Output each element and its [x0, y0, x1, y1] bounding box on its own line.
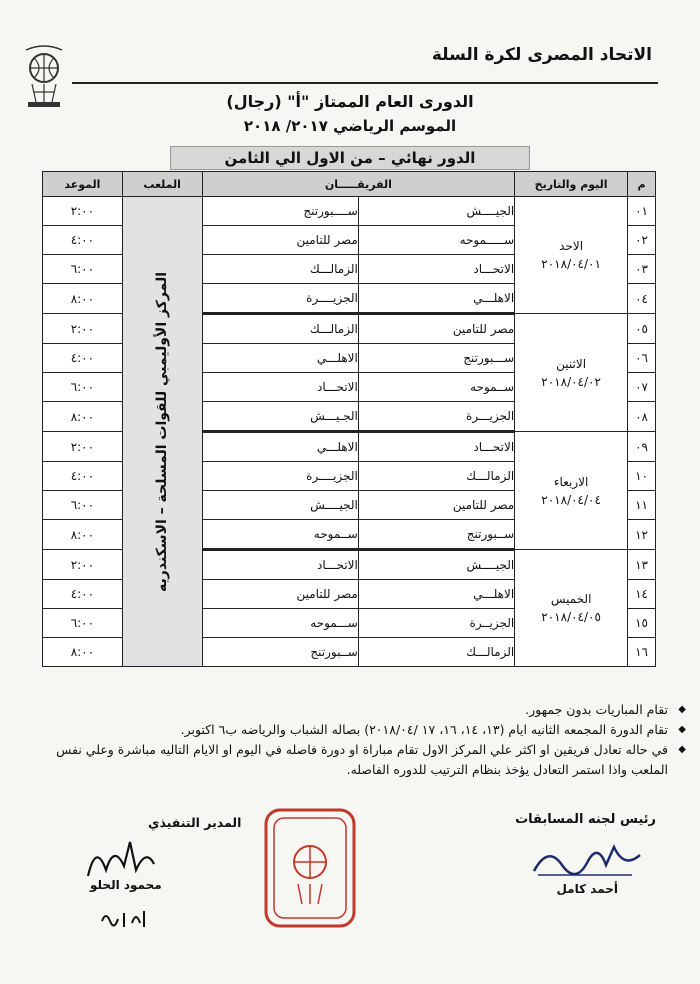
match-number: ١٥	[628, 609, 656, 638]
away-team: الجـيـــش	[202, 402, 358, 432]
venue-name: المركز الأوليمبي للقوات المسلحة – الاسكندريه	[154, 271, 171, 592]
match-time: ٨:٠٠	[43, 284, 123, 314]
federation-name: الاتحاد المصرى لكرة السلة	[431, 45, 652, 65]
season-title: الموسم الرياضي ٢٠١٧/ ٢٠١٨	[243, 117, 457, 135]
match-time: ٤:٠٠	[43, 344, 123, 373]
match-time: ٦:٠٠	[43, 255, 123, 284]
home-team: الجيــــش	[358, 550, 514, 580]
home-team: الجيــــش	[358, 197, 514, 226]
home-team: مصر للتامين	[358, 314, 514, 344]
header-day: اليوم والتاريخ	[515, 172, 628, 197]
day-name: الاحد	[559, 239, 584, 253]
away-team: الجزيــــرة	[202, 284, 358, 314]
league-title: الدورى العام الممتاز "أ" (رجال)	[226, 92, 474, 111]
note-item: ◆ تقام المباريات بدون جمهور.	[16, 700, 686, 720]
match-time: ٢:٠٠	[43, 314, 123, 344]
match-day	[515, 197, 628, 314]
away-team: ســــبورتنج	[202, 197, 358, 226]
match-number: ٠١	[628, 197, 656, 226]
competitions-committee-name: أحمد كامل	[556, 882, 618, 896]
away-team: ســموحه	[202, 520, 358, 550]
day-name: الاربعاء	[553, 474, 589, 489]
home-team: الاهلـــي	[358, 580, 514, 609]
match-number: ١٠	[628, 462, 656, 491]
match-time: ٨:٠٠	[43, 402, 123, 432]
match-time: ٨:٠٠	[43, 520, 123, 550]
notes	[16, 700, 686, 780]
match-number: ١١	[628, 491, 656, 520]
home-team: الجزيــرة	[358, 609, 514, 638]
home-team: الاتحـــاد	[358, 255, 514, 284]
header-venue: الملعب	[122, 172, 202, 197]
schedule-body	[43, 197, 656, 667]
day-date: ٢٠١٨/٠٤/٠٥	[541, 610, 601, 624]
executive-director-name: محمود الحلو	[90, 878, 162, 892]
match-number: ٠٢	[628, 226, 656, 255]
competitions-committee-title: رئيس لجنه المسابقات	[515, 812, 656, 827]
away-team: ســبورتنج	[202, 638, 358, 667]
match-time: ٢:٠٠	[43, 432, 123, 462]
home-team: الزمالـــك	[358, 462, 514, 491]
match-time: ٨:٠٠	[43, 638, 123, 667]
home-team: الاتحـــاد	[358, 432, 514, 462]
away-team: الاتحـــاد	[202, 550, 358, 580]
match-time: ٦:٠٠	[43, 373, 123, 402]
away-team: الاهلـــي	[202, 432, 358, 462]
day-date: ٢٠١٨/٠٤/٠٤	[541, 492, 601, 507]
day-date: ٢٠١٨/٠٤/٠٢	[541, 374, 601, 389]
away-team: الاهلـــي	[202, 344, 358, 373]
match-number: ١٦	[628, 638, 656, 667]
day-date: ٢٠١٨/٠٤/٠١	[541, 257, 601, 271]
home-team: الاهلـــي	[358, 284, 514, 314]
match-time: ٢:٠٠	[43, 197, 123, 226]
handwritten-date	[96, 905, 152, 931]
home-team: ســـبورتنج	[358, 344, 514, 373]
signature-mark	[528, 835, 648, 881]
header-num: م	[628, 172, 656, 197]
header-divider	[72, 82, 658, 84]
away-team: مصر للتامين	[202, 226, 358, 255]
schedule-table	[42, 171, 656, 667]
home-team: الجزيـــرة	[358, 402, 514, 432]
match-day	[515, 550, 628, 667]
away-team: الزمالـــك	[202, 255, 358, 284]
table-row	[43, 197, 656, 226]
match-time: ٢:٠٠	[43, 550, 123, 580]
match-day	[515, 432, 628, 550]
match-time: ٤:٠٠	[43, 462, 123, 491]
match-number: ٠٨	[628, 402, 656, 432]
header-teams: الفريقـــــان	[202, 172, 515, 197]
venue-cell	[122, 197, 202, 667]
match-number: ٠٩	[628, 432, 656, 462]
away-team: ســـموحه	[202, 609, 358, 638]
home-team: مصر للتامين	[358, 491, 514, 520]
note-item: ◆ في حاله تعادل فريقين او اكثر علي المركز الاول تقام مباراة او دورة فاصله في اليوم او الايام التاليه مباشرة وعلي نفس الملعب واذا استمر التعادل يؤخذ بنظام الترتيب للدوره الفاصله.	[16, 740, 686, 780]
away-team: الجزيــــرة	[202, 462, 358, 491]
home-team: ســبورتنج	[358, 520, 514, 550]
match-time: ٦:٠٠	[43, 609, 123, 638]
match-time: ٤:٠٠	[43, 226, 123, 255]
away-team: مصر للتامين	[202, 580, 358, 609]
match-day	[515, 314, 628, 432]
executive-director-title: المدير التنفيذي	[148, 815, 242, 830]
away-team: الاتحـــاد	[202, 373, 358, 402]
match-number: ٠٦	[628, 344, 656, 373]
home-team: ســـــموحه	[358, 226, 514, 255]
match-number: ١٢	[628, 520, 656, 550]
match-number: ٠٧	[628, 373, 656, 402]
match-number: ١٣	[628, 550, 656, 580]
table-header-row	[43, 172, 656, 197]
match-number: ٠٥	[628, 314, 656, 344]
home-team: ســموحه	[358, 373, 514, 402]
away-team: الجيــــش	[202, 491, 358, 520]
day-name: الخميس	[550, 592, 592, 606]
signature-mark	[80, 836, 160, 882]
federation-stamp	[262, 806, 358, 930]
match-number: ٠٣	[628, 255, 656, 284]
day-name: الاثنين	[556, 356, 587, 371]
note-item: ◆ تقام الدورة المجمعه الثانيه ايام (١٣، ١٤، ١٦، ١٧ /٢٠١٨/٠٤) بصاله الشباب والرياضه ب٦ اكتوبر.	[16, 720, 686, 740]
header-time: الموعد	[43, 172, 123, 197]
match-time: ٤:٠٠	[43, 580, 123, 609]
match-number: ٠٤	[628, 284, 656, 314]
home-team: الزمالـــك	[358, 638, 514, 667]
stage-title: الدور نهائي – من الاول الي الثامن	[170, 146, 530, 170]
match-number: ١٤	[628, 580, 656, 609]
away-team: الزمالـــك	[202, 314, 358, 344]
match-time: ٦:٠٠	[43, 491, 123, 520]
